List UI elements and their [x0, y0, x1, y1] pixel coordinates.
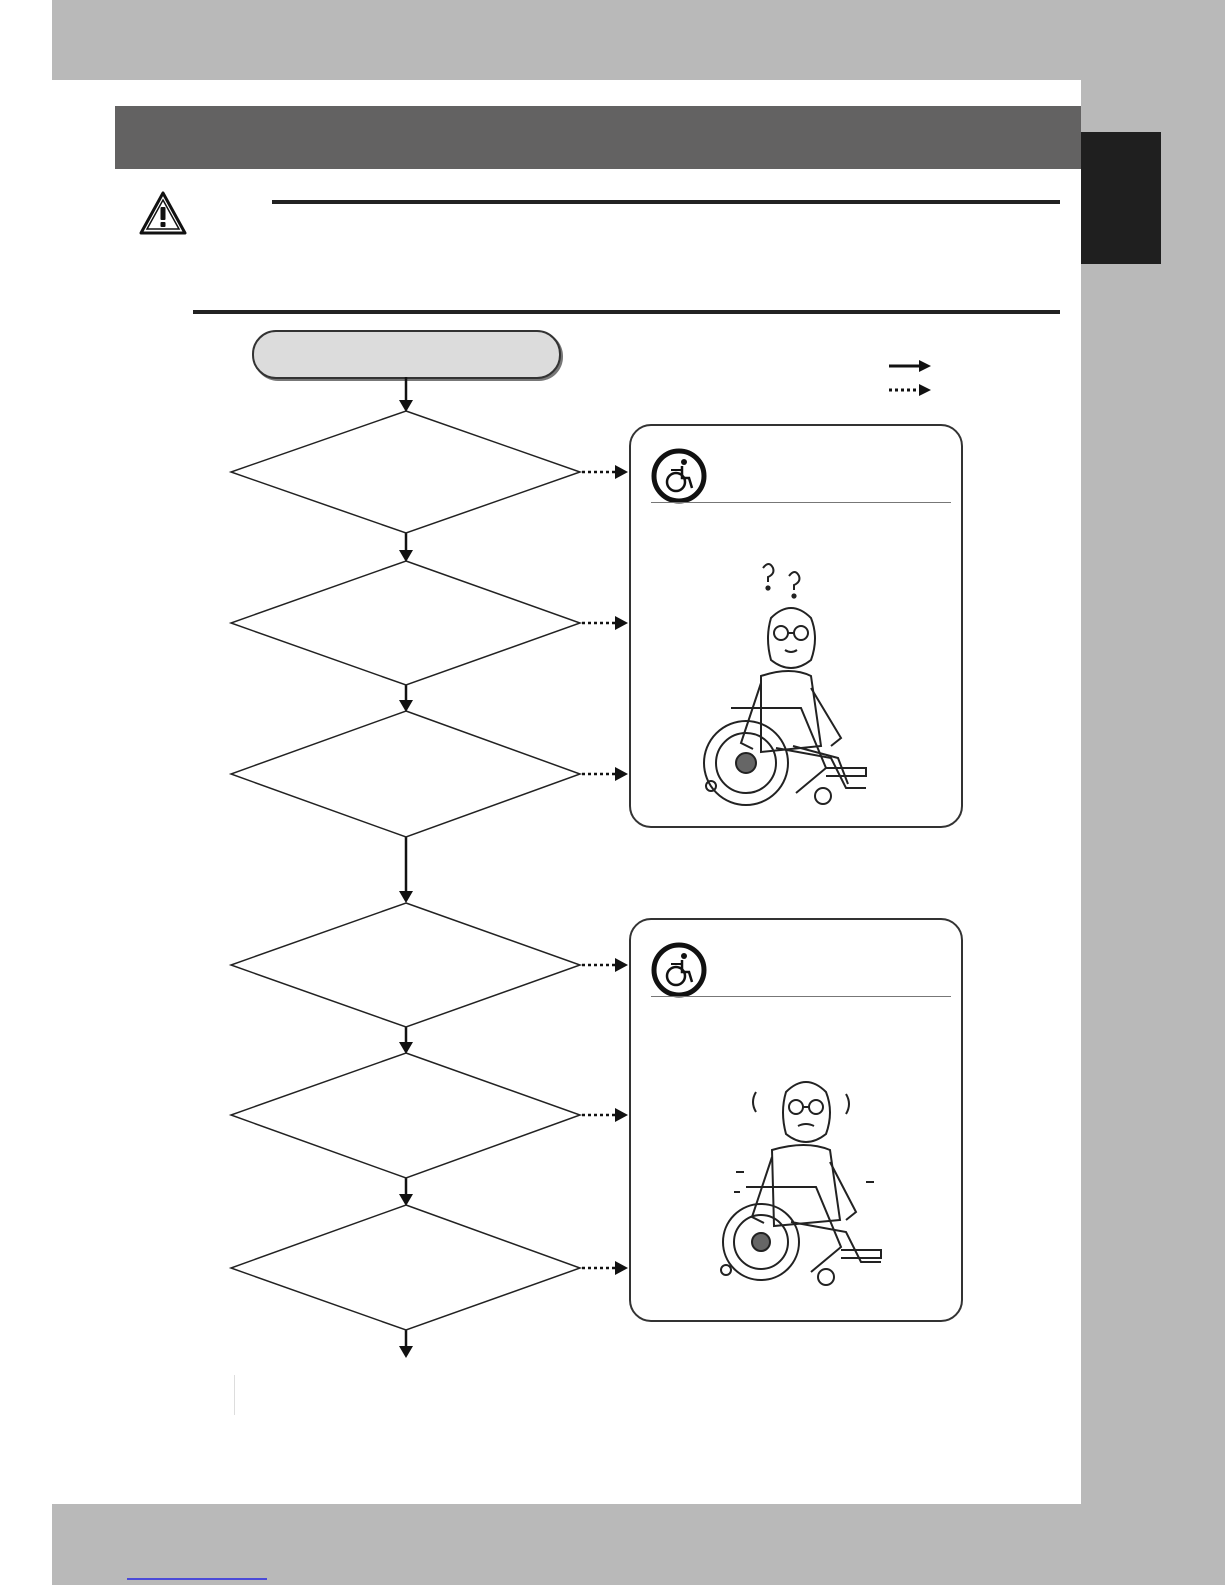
flowchart-end-note — [234, 1375, 485, 1415]
advice-panel-1 — [629, 424, 963, 828]
confused-person-illustration — [701, 558, 871, 808]
decision-diamond-1 — [231, 411, 580, 533]
decision-diamond-4 — [231, 903, 580, 1027]
nervous-person-illustration — [716, 1072, 886, 1302]
panel-1-rule — [651, 502, 951, 503]
decision-diamond-6 — [231, 1205, 580, 1330]
wheelchair-symbol-icon — [651, 448, 707, 504]
decision-diamond-3 — [231, 711, 580, 837]
advice-panel-2 — [629, 918, 963, 1322]
decision-diamond-2 — [231, 561, 580, 685]
decision-diamond-5 — [231, 1053, 580, 1178]
wheelchair-symbol-icon — [651, 942, 707, 998]
no-branch-arrows — [582, 465, 628, 1275]
panel-2-rule — [651, 996, 951, 997]
